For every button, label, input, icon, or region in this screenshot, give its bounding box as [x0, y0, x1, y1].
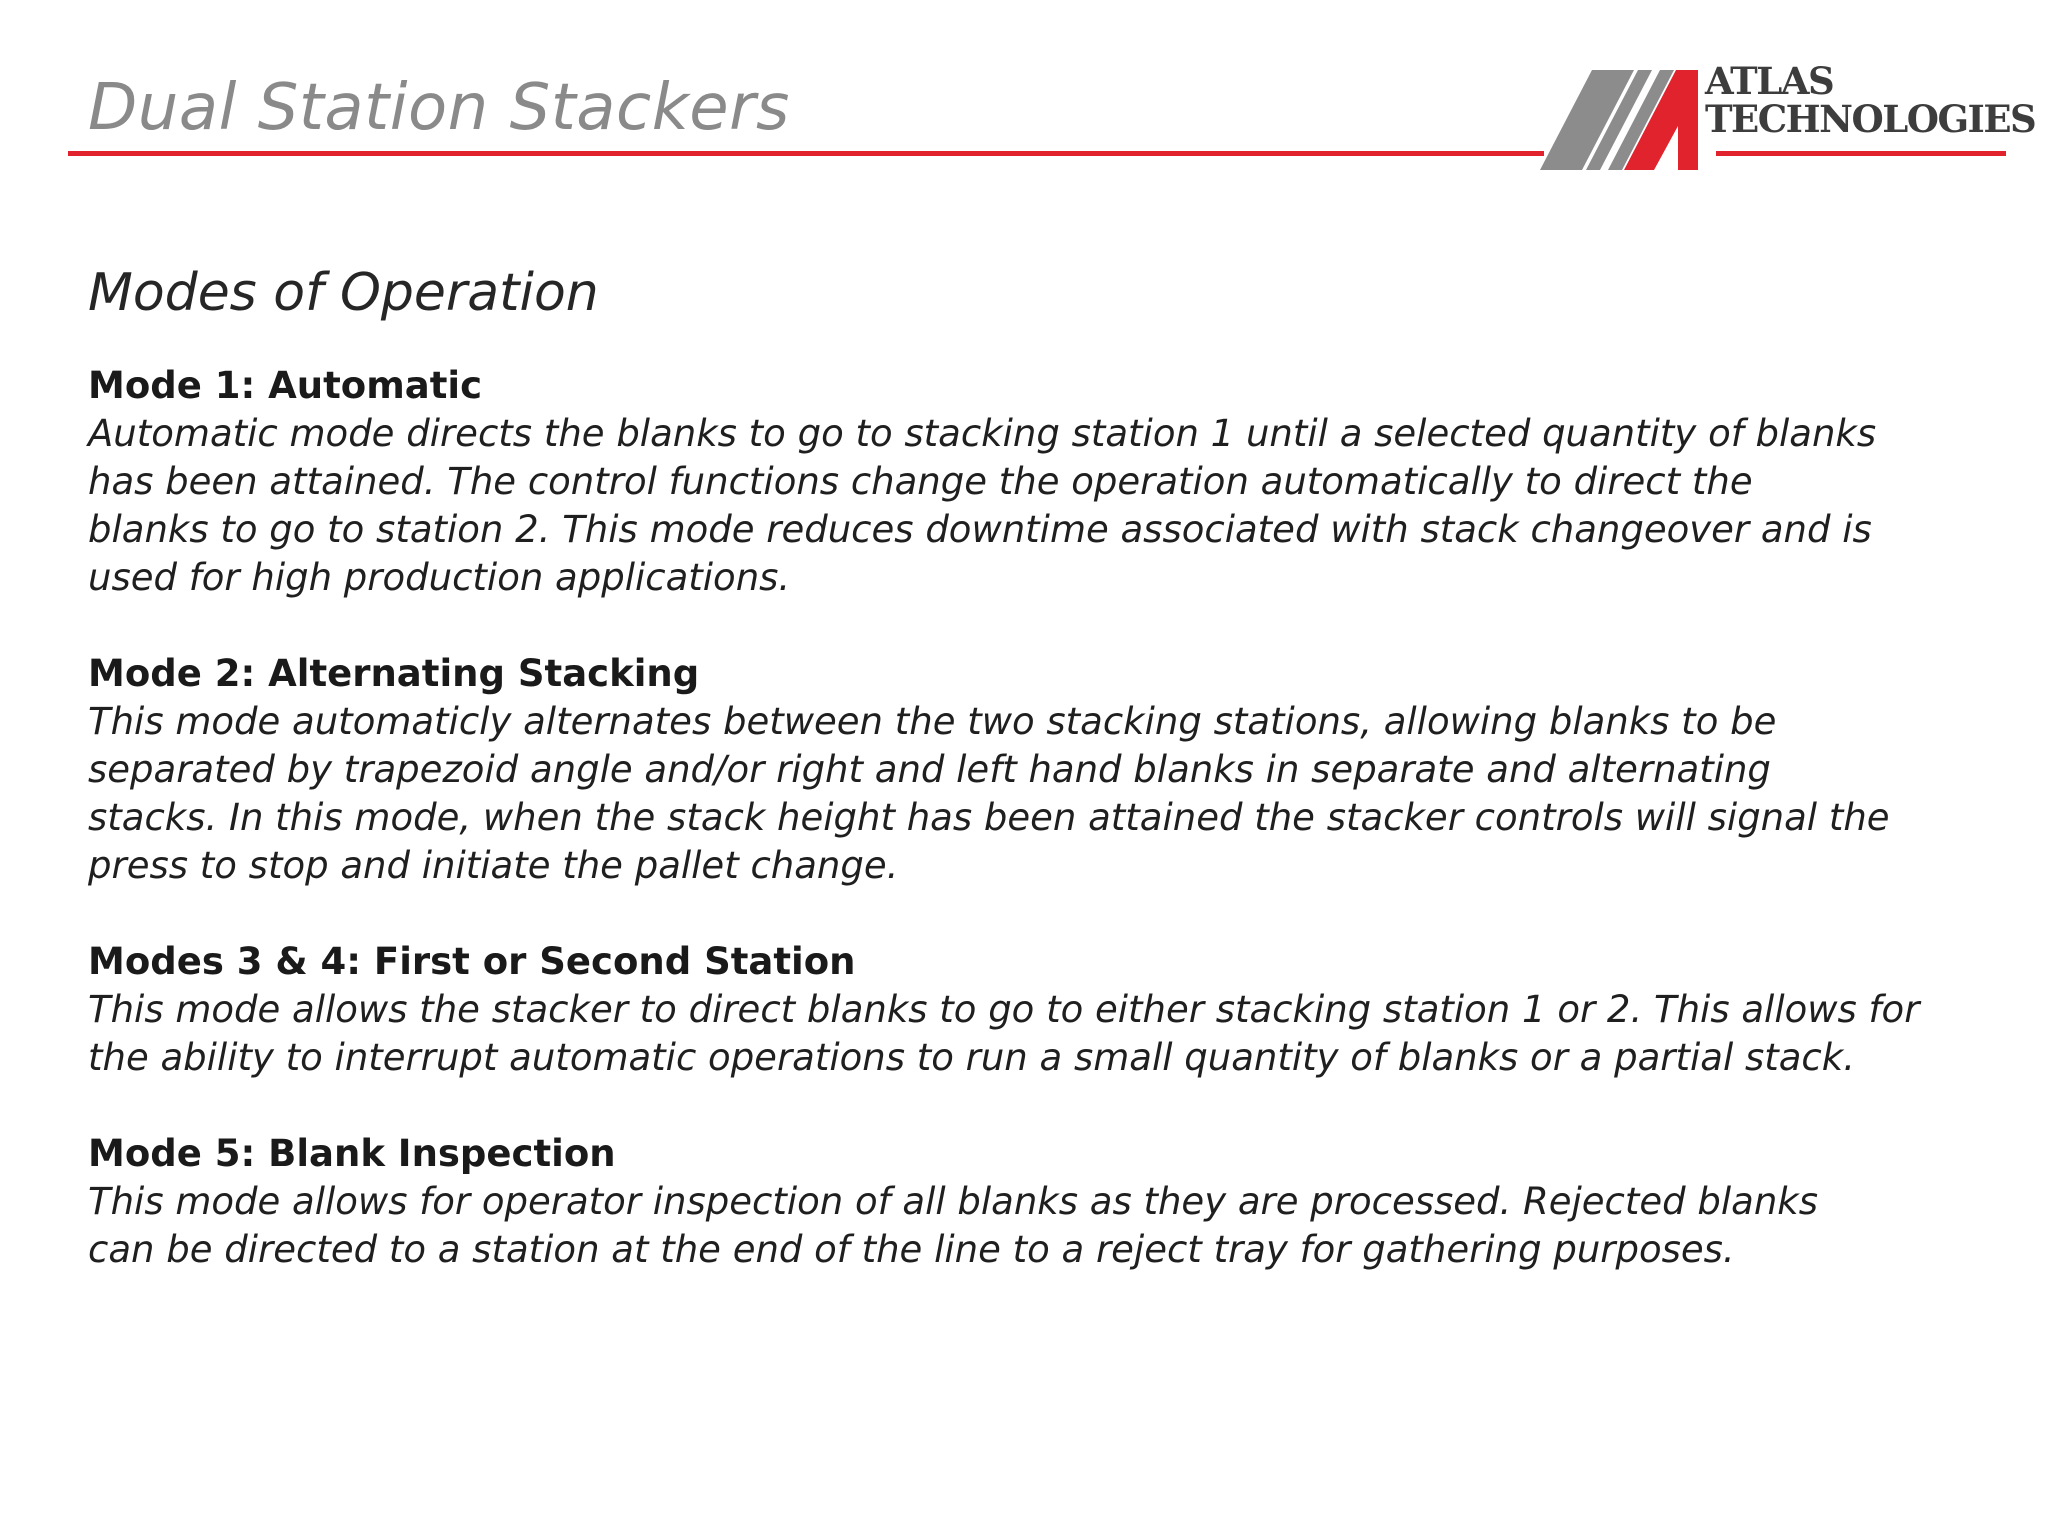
slide-content — [88, 258, 1988, 1322]
mode-description-line: the ability to interrupt automatic operations to run a small quantity of blanks or a partial stack. — [88, 1036, 1855, 1079]
mode-title: Mode 5: Blank Inspection — [88, 1132, 616, 1175]
mode-description-line: stacks. In this mode, when the stack height has been attained the stacker controls will signal the — [88, 796, 1890, 839]
section-heading: Modes of Operation — [88, 263, 599, 323]
mode-description-line: This mode allows for operator inspection of all blanks as they are processed. Rejected blanks — [88, 1180, 1819, 1223]
mode-description — [88, 698, 1988, 890]
mode-description-line: Automatic mode directs the blanks to go to stacking station 1 until a selected quantity of blanks — [88, 412, 1877, 455]
mode-item — [88, 362, 1988, 602]
modes-list — [88, 362, 1988, 1274]
mode-item — [88, 1130, 1988, 1274]
mode-description-line: can be directed to a station at the end of the line to a reject tray for gathering purposes. — [88, 1228, 1735, 1271]
slide-title: Dual Station Stackers — [88, 71, 790, 145]
mode-description — [88, 986, 1988, 1082]
mode-description-line: press to stop and initiate the pallet change. — [88, 844, 899, 887]
mode-description-line: has been attained. The control functions change the operation automatically to direct the — [88, 460, 1753, 503]
mode-title: Mode 2: Alternating Stacking — [88, 652, 700, 695]
mode-item — [88, 938, 1988, 1082]
mode-description — [88, 410, 1988, 602]
mode-description-line: used for high production applications. — [88, 556, 791, 599]
mode-description-line: This mode allows the stacker to direct blanks to go to either stacking station 1 or 2. This allows for — [88, 988, 1920, 1031]
mode-description — [88, 1178, 1988, 1274]
logo-wordmark — [1705, 59, 2036, 141]
mode-title: Mode 1: Automatic — [88, 364, 483, 407]
mode-description-line: This mode automaticly alternates between the two stacking stations, allowing blanks to be — [88, 700, 1777, 743]
logo-line-1: ATLAS — [1705, 59, 1834, 103]
logo-line-2: TECHNOLOGIES — [1705, 97, 2036, 141]
mode-title: Modes 3 & 4: First or Second Station — [88, 940, 856, 983]
title-underline — [68, 151, 1544, 156]
mode-item — [88, 650, 1988, 890]
mode-description-line: separated by trapezoid angle and/or right and left hand blanks in separate and alternating — [88, 748, 1771, 791]
mode-description-line: blanks to go to station 2. This mode reduces downtime associated with stack changeover and is — [88, 508, 1872, 551]
